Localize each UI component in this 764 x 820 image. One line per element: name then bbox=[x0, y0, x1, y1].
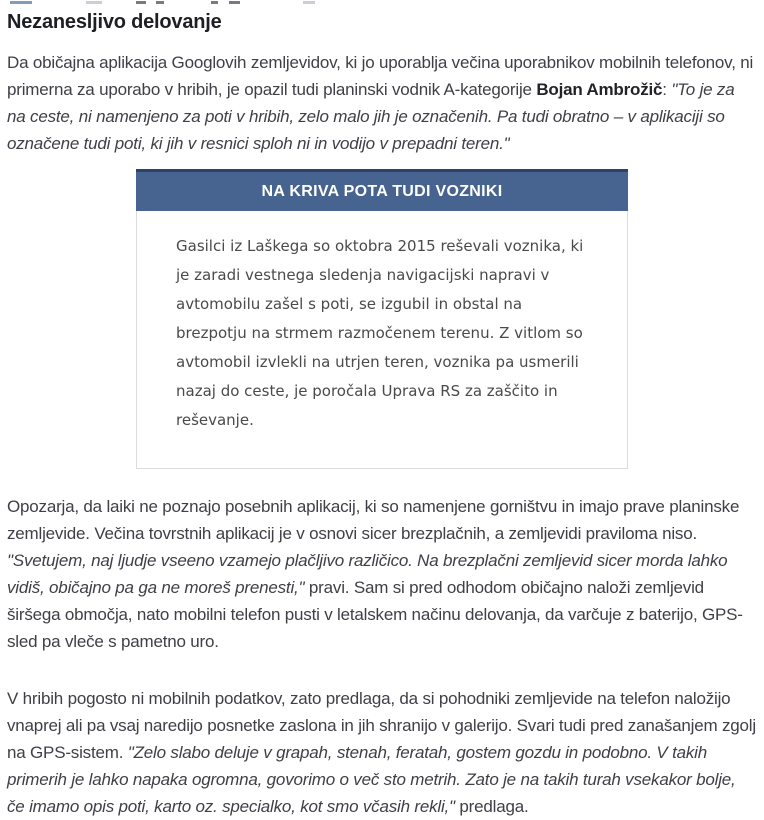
infobox-body: Gasilci iz Laškega so oktobra 2015 reševali voznika, ki je zaradi vestnega sledenja navigacijski napravi v avtomobilu zašel s poti, se izgubil in obstal na brezpotju na strmem razmočenem terenu. Z vitlom so avtomobil izvlekli na utrjen teren, voznika pa usmerili nazaj do ceste, je poročala Uprava RS za zaščito in reševanje. bbox=[136, 211, 628, 469]
section-heading: Nezanesljivo delovanje bbox=[7, 11, 222, 33]
cropped-text-artifact bbox=[156, 1, 164, 4]
text-run-normal: predlaga. bbox=[454, 797, 529, 816]
text-run-italic: "Zelo slabo deluje v grapah, stenah, feratah, gostem gozdu in podobno. V takih primerih je lahko napaka ogromna, govorimo o več sto metrih. Zato je na takih turah vsekakor bolje, če imamo opis poti, karto oz. specialko, kot smo včasih rekli," bbox=[7, 743, 736, 816]
paragraph-gps bbox=[7, 685, 757, 820]
text-run-normal: : bbox=[662, 80, 672, 99]
paragraph-apps bbox=[7, 493, 757, 655]
cropped-text-artifact bbox=[10, 1, 32, 4]
cropped-text-artifact bbox=[229, 1, 240, 4]
cropped-text-artifact bbox=[86, 1, 102, 4]
text-run-normal: V hribih pogosto ni mobilnih podatkov, zato predlaga, da si pohodniki zemljevide na telefon naložijo vnaprej ali pa vsaj naredijo posnetke zaslona in jih shranijo v galerijo. Svari tudi pred zanašanjem zgolj na GPS-sistem. bbox=[7, 689, 756, 762]
infobox-header bbox=[136, 169, 628, 211]
text-run-normal: Da običajna aplikacija Googlovih zemljevidov, ki jo uporablja večina uporabnikov mobilnih telefonov, ni primerna za uporabo v hribih, je opazil tudi planinski vodnik A-kategorije bbox=[7, 53, 754, 99]
infobox-title: NA KRIVA POTA TUDI VOZNIKI bbox=[261, 182, 503, 200]
paragraph-intro bbox=[7, 49, 757, 157]
cropped-text-artifact bbox=[211, 1, 218, 4]
infobox bbox=[136, 169, 628, 469]
text-run-normal: pravi. Sam si pred odhodom običajno naloži zemljevid širšega območja, nato mobilni telefon pusti v letalskem načinu delovanja, da varčuje z baterijo, GPS-sled pa vleče s pametno uro. bbox=[7, 578, 743, 651]
text-run-bold: Bojan Ambrožič bbox=[536, 80, 663, 99]
text-run-italic: "To je za na ceste, ni namenjeno za poti v hribih, zelo malo jih je označenih. Pa tudi obratno – v aplikaciji so označene tudi poti, ki jih v resnici sploh ni in vodijo v prepadni teren." bbox=[7, 80, 735, 153]
text-run-normal: Opozarja, da laiki ne poznajo posebnih aplikacij, ki so namenjene gorništvu in imajo prave planinske zemljevide. Večina tovrstnih aplikacij je v osnovi sicer brezplačnih, a zemljevidi praviloma niso. bbox=[7, 497, 740, 543]
text-run-italic: "Svetujem, naj ljudje vseeno vzamejo plačljivo različico. Na brezplačni zemljevid sicer morda lahko vidiš, običajno pa ga ne moreš prenesti," bbox=[7, 551, 728, 597]
cropped-text-artifact bbox=[136, 1, 146, 4]
cropped-text-artifact bbox=[303, 1, 315, 4]
